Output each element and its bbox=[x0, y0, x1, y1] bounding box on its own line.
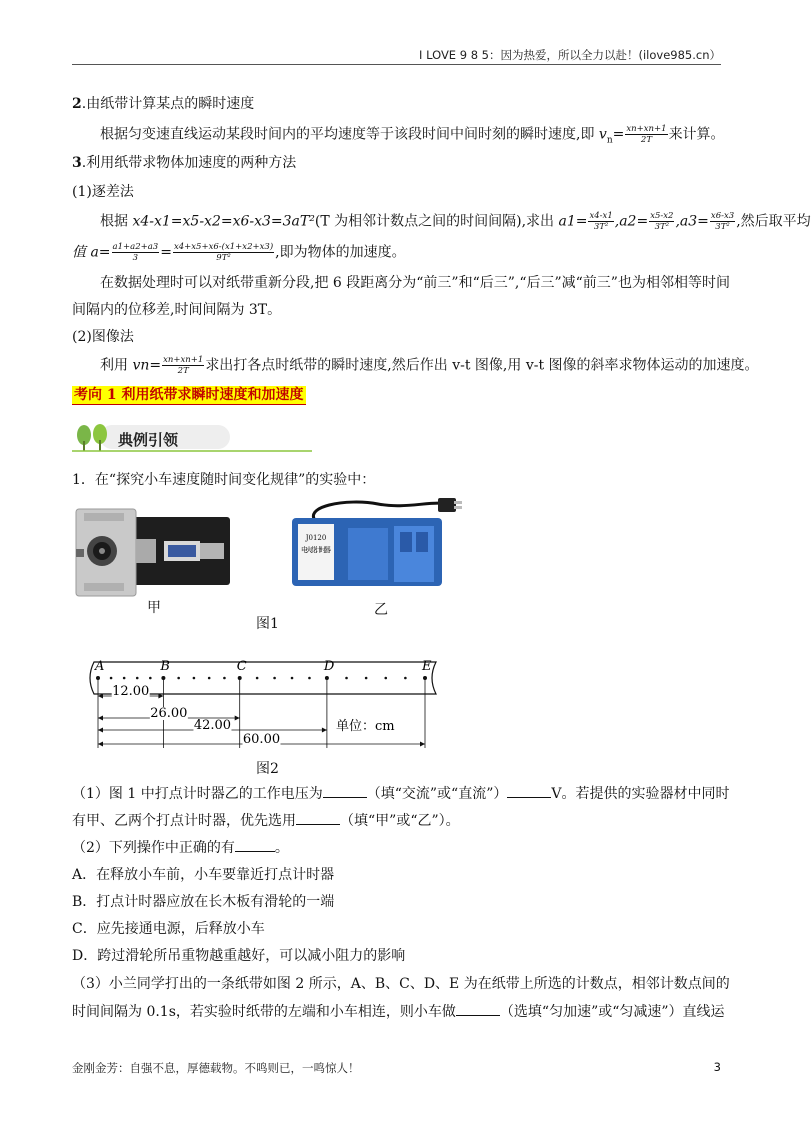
tape-dot bbox=[365, 677, 368, 680]
method-2-body: 利用 vn= $\frac{xn+xn+1}{2T}$ 求出打各点时纸带的瞬时速度,然后作出 v-t 图像,用 v-t 图像的斜率求物体运动的加速度。 bbox=[100, 355, 759, 376]
tape-dot bbox=[256, 677, 259, 680]
question-intro: 1．在“探究小车速度随时间变化规律”的实验中： bbox=[72, 472, 376, 488]
method-1-para-4: 间隔内的位移差,时间间隔为 3T。 bbox=[72, 302, 282, 318]
arrow-head bbox=[98, 742, 103, 747]
point-label: D bbox=[323, 659, 335, 674]
point-label: E bbox=[422, 659, 432, 674]
section-2-body: 根据匀变速直线运动某段时间内的平均速度等于该段时间中间时刻的瞬时速度,即 $v_n=$ $\frac{xn+xn+1}{2T}$ 来计算。 bbox=[100, 124, 725, 146]
timer-device-a-image bbox=[72, 505, 232, 600]
section-3-title: 3.利用纸带求物体加速度的两种方法 bbox=[72, 155, 297, 171]
point-label: C bbox=[236, 659, 247, 674]
dimension-label: 60.00 bbox=[242, 732, 281, 747]
page-number: 3 bbox=[713, 1060, 721, 1074]
formula-fraction: $\frac{xn+xn+1}{2T}$ bbox=[626, 124, 667, 145]
unit-label: 单位：cm bbox=[336, 719, 395, 734]
tape-dimensions bbox=[98, 678, 425, 748]
arrow-head bbox=[98, 728, 103, 733]
dimension-label: 26.00 bbox=[150, 706, 188, 721]
section-2-title: 2.由纸带计算某点的瞬时速度 bbox=[72, 96, 255, 112]
tape-dot bbox=[273, 677, 276, 680]
fig2-caption: 图2 bbox=[256, 761, 279, 777]
topic-tag: 考向 1 利用纸带求瞬时速度和加速度 bbox=[74, 387, 304, 403]
tape-dots bbox=[96, 676, 427, 680]
point-label: B bbox=[160, 659, 170, 674]
method-1-para-2: 值 a= $\frac{a1+a2+a3}{3}$ = $\frac{x4+x5+x6-(x1+x2+x3)}{\text{9T²}}$ ,即为物体的加速度。 bbox=[72, 242, 406, 263]
tape-dot bbox=[384, 677, 387, 680]
option-b: B．打点计时器应放在长木板有滑轮的一端 bbox=[72, 894, 335, 910]
tape-point-labels bbox=[94, 659, 432, 674]
tape-dot bbox=[149, 677, 152, 680]
tape-dot bbox=[136, 677, 139, 680]
device-label: 电火花计时器 bbox=[301, 546, 331, 554]
q1-part2: （2）下列操作中正确的有 。 bbox=[72, 840, 289, 856]
q1-part1-line2: 有甲、乙两个打点计时器，优先选用 （填“甲”或“乙”）。 bbox=[72, 813, 460, 829]
fig1-label-a: 甲 bbox=[147, 600, 161, 616]
timer-device-b-image bbox=[288, 496, 468, 591]
paper-tape-figure bbox=[84, 648, 454, 756]
point-label: A bbox=[95, 659, 105, 674]
arrow-head bbox=[420, 742, 425, 747]
device-code: J0120 bbox=[305, 534, 327, 542]
method-1-para-1: 根据 x4-x1=x5-x2=x6-x3=3aT²(T 为相邻计数点之间的时间间隔),求出 a1= $\frac{x4-x1}{\text{3T²}}$ ,a2= $\frac{x5-x2}{\text{3T²}}$ ,a3= $\frac{x6-x3}{\text{3T²}}$ ,然后取平均 bbox=[100, 211, 811, 232]
option-c: C．应先接通电源，后释放小车 bbox=[72, 921, 265, 937]
footer-motto: 金刚金芳：自强不息，厚德载物。不鸣则已，一鸣惊人！ bbox=[72, 1061, 360, 1075]
q1-part1-line1: （1）图 1 中打点计时器乙的工作电压为 （填“交流”或“直流”） V。若提供的实验器材中同时 bbox=[72, 786, 730, 802]
fig1-caption: 图1 bbox=[256, 616, 279, 632]
tape-dot bbox=[308, 677, 311, 680]
dimension-label: 12.00 bbox=[112, 684, 150, 699]
arrow-head bbox=[98, 716, 103, 721]
header-divider bbox=[72, 64, 721, 65]
tape-dot bbox=[345, 677, 348, 680]
banner-title: 典例引领 bbox=[118, 431, 179, 449]
fig1-label-b: 乙 bbox=[374, 602, 388, 618]
q1-part3-line2: 时间间隔为 0.1s，若实验时纸带的左端和小车相连，则小车做 （选填“匀加速”或“匀减速”）直线运 bbox=[72, 1004, 725, 1020]
dimension-label: 42.00 bbox=[193, 718, 232, 733]
method-1-title: (1)逐差法 bbox=[72, 184, 134, 200]
tape-dot bbox=[404, 677, 407, 680]
tape-dot bbox=[208, 677, 211, 680]
option-a: A．在释放小车前，小车要靠近打点计时器 bbox=[72, 867, 335, 883]
example-banner bbox=[72, 421, 312, 453]
page-header: I LOVE 9 8 5：因为热爱，所以全力以赴！(ilove985.cn） bbox=[419, 48, 721, 62]
method-1-para-3: 在数据处理时可以对纸带重新分段,把 6 段距离分为“前三”和“后三”,“后三”减“前三”也为相邻相等时间 bbox=[100, 275, 730, 291]
arrow-head bbox=[235, 716, 240, 721]
tape-dot bbox=[223, 677, 226, 680]
method-2-title: (2)图像法 bbox=[72, 329, 134, 345]
tape-dot bbox=[177, 677, 180, 680]
q1-part3-line1: （3）小兰同学打出的一条纸带如图 2 所示，A、B、C、D、E 为在纸带上所选的计数点，相邻计数点间的 bbox=[72, 976, 730, 992]
tape-dot bbox=[123, 677, 126, 680]
tape-dot bbox=[193, 677, 196, 680]
tape-dot bbox=[110, 677, 113, 680]
tape-dot bbox=[291, 677, 294, 680]
option-d: D．跨过滑轮所吊重物越重越好，可以减小阻力的影响 bbox=[72, 948, 406, 964]
arrow-head bbox=[322, 728, 327, 733]
